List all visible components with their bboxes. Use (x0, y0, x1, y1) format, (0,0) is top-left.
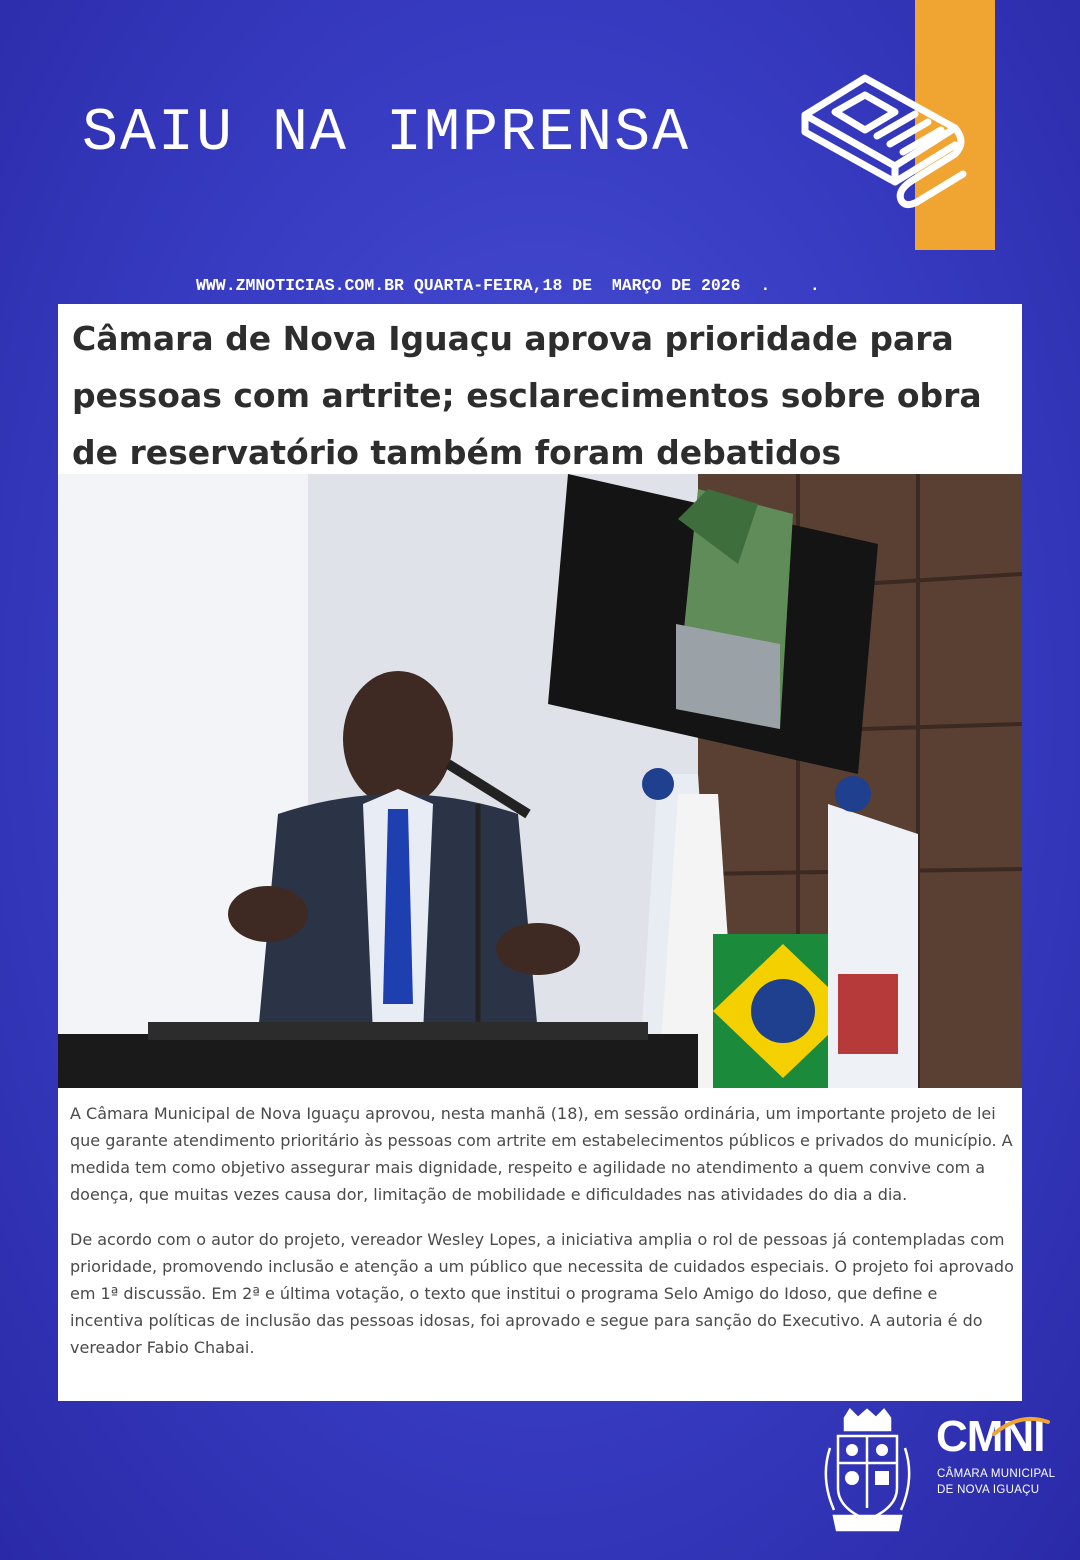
article-card (58, 304, 1022, 1401)
cmni-logo-subtitle (937, 1466, 1067, 1498)
cmni-swoosh-icon (990, 1416, 1050, 1438)
municipal-crest-icon (820, 1408, 915, 1542)
article-photo (58, 474, 1022, 1088)
cmni-logo-title: CMNI (936, 1412, 1045, 1461)
paragraph: A Câmara Municipal de Nova Iguaçu aprovou, nesta manhã (18), em sessão ordinária, um importante projeto de lei que garante atendimento prioritário às pessoas com artrite em estabelecimentos públicos e privados do município. A medida tem como objetivo assegurar mais dignidade, respeito e agilidade no atendimento a quem convive com a doença, que muitas vezes causa dor, limitação de mobilidade e dificuldades nas atividades do dia a dia. (70, 1104, 1013, 1204)
newspaper-icon (795, 70, 970, 210)
page-title: SAIU NA IMPRENSA (82, 100, 691, 168)
article-headline: Câmara de Nova Iguaçu aprova prioridade para pessoas com artrite; esclarecimentos sobre obra de reservatório também foram debatidos (72, 319, 982, 472)
paragraph: De acordo com o autor do projeto, vereador Wesley Lopes, a iniciativa amplia o rol de pessoas já contempladas com prioridade, promovendo inclusão e atenção a um público que necessita de cuidados especiais. O projeto foi aprovado em 1ª discussão. Em 2ª e última votação, o texto que institui o programa Selo Amigo do Idoso, que define e incentiva políticas de inclusão das pessoas idosas, foi aprovado e segue para sanção do Executivo. A autoria é do vereador Fabio Chabai. (70, 1230, 1014, 1357)
cmni-subtitle-line-2: DE NOVA IGUAÇU (937, 1484, 1040, 1496)
dateline: WWW.ZMNOTICIAS.COM.BR QUARTA-FEIRA,18 DE MARÇO DE 2026 . . (196, 276, 820, 295)
article-body (70, 1100, 1014, 1379)
cmni-subtitle-line-1: CÂMARA MUNICIPAL (937, 1468, 1056, 1480)
footer-logos (820, 1408, 1060, 1548)
